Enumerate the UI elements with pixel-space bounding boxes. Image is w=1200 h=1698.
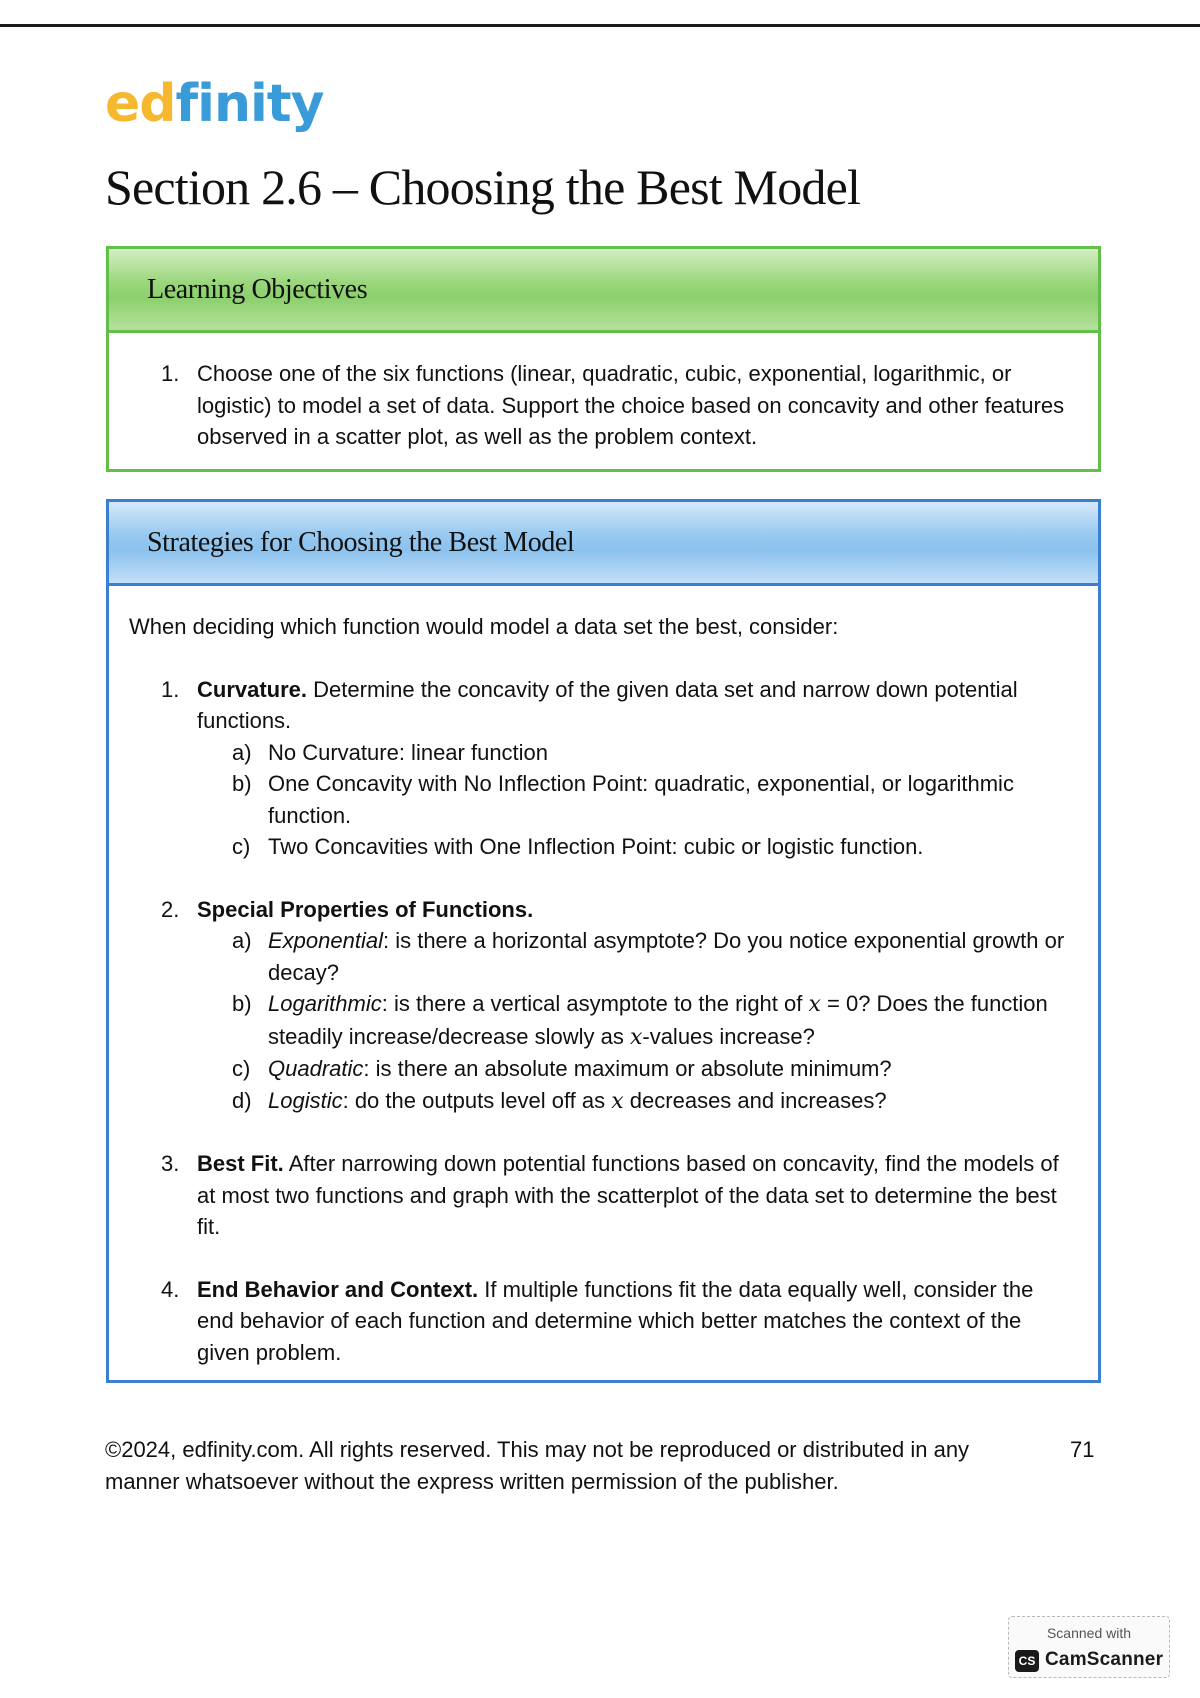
top-rule xyxy=(0,24,1200,27)
strategy-number: 2. xyxy=(161,896,180,922)
sub-letter: b) xyxy=(232,991,252,1016)
sub-text-body: : is there a horizontal asymptote? Do you notice exponential growth or decay? xyxy=(268,928,1065,985)
strategy-title: Best Fit. xyxy=(197,1151,284,1176)
objective-item xyxy=(161,358,1074,453)
strategy-item-end-behavior xyxy=(161,1274,1074,1369)
camscanner-name: CamScanner xyxy=(1045,1649,1164,1670)
strategy-title: Special Properties of Functions xyxy=(197,896,528,922)
page-title: Section 2.6 – Choosing the Best Model xyxy=(105,159,861,215)
sub-text-body: -values increase? xyxy=(642,1023,815,1049)
strategy-number: 1. xyxy=(161,676,180,702)
sub-letter: b) xyxy=(232,771,252,796)
strategy-title: Curvature. xyxy=(197,676,308,702)
strategy-content xyxy=(197,894,1074,1118)
sub-letter: c) xyxy=(232,1056,251,1081)
sub-text xyxy=(268,1053,1074,1085)
strategy-item-curvature xyxy=(161,674,1074,863)
strategy-text: If multiple functions fit the data equally well, consider the end behavior of each function and determine which better matches the context of the given problem. xyxy=(197,1276,1034,1365)
strategy-title: End Behavior and Context. xyxy=(197,1276,479,1302)
sub-text: One Concavity with No Inflection Point: quadratic, exponential, or logarithmic function. xyxy=(268,771,1014,828)
function-term: Exponential xyxy=(268,928,383,953)
sub-text xyxy=(268,1085,1074,1118)
strategy-content xyxy=(197,1148,1074,1243)
strategy-content xyxy=(197,1274,1074,1369)
strategies-box xyxy=(106,499,1101,1383)
function-term: Logarithmic xyxy=(268,991,382,1016)
sub-text-body: : is there an absolute maximum or absolute minimum? xyxy=(363,1056,892,1081)
sub-text-body: = 0? Does the function steadily increase/decrease slowly as xyxy=(268,991,1048,1049)
function-term: Quadratic xyxy=(268,1056,364,1081)
sub-item xyxy=(232,1053,1074,1085)
sub-text-body: : do the outputs level off as xyxy=(342,1087,612,1113)
page-number: 71 xyxy=(1070,1437,1095,1462)
sub-letter: d) xyxy=(232,1087,252,1113)
sub-text xyxy=(268,988,1074,1053)
strategy-title-period: . xyxy=(527,896,534,922)
sub-text xyxy=(268,925,1074,988)
strategy-item-special-properties xyxy=(161,894,1074,1118)
sub-text: No Curvature: linear function xyxy=(268,739,549,765)
learning-objectives-box xyxy=(106,246,1101,472)
sub-item xyxy=(232,831,1074,863)
sub-item xyxy=(232,737,1074,769)
function-term: Logistic xyxy=(268,1087,343,1113)
sub-letter: a) xyxy=(232,739,252,765)
sub-letter: a) xyxy=(232,928,252,953)
camscanner-badge xyxy=(1008,1616,1170,1678)
strategy-text: Determine the concavity of the given data set and narrow down potential functions. xyxy=(197,676,1018,733)
scanned-with-label: Scanned with xyxy=(1046,1625,1132,1641)
strategy-text: After narrowing down potential functions based on concavity, find the models of at most two functions and graph with the scatterplot of the data set to determine the best fit. xyxy=(197,1151,1059,1239)
copyright-footer: ©2024, edfinity.com. All rights reserved. This may not be reproduced or distributed in any manner whatsoever without the express written permission of the publisher. xyxy=(105,1437,970,1494)
logo-finity: finity xyxy=(175,74,324,134)
strategy-item-best-fit xyxy=(161,1148,1074,1243)
edfinity-logo xyxy=(105,74,324,134)
strategies-intro: When deciding which function would model a data set the best, consider: xyxy=(129,614,839,639)
sub-letter: c) xyxy=(232,834,251,859)
objective-number: 1. xyxy=(161,361,180,386)
learning-objectives-body xyxy=(109,333,1098,453)
strategy-number: 3. xyxy=(161,1151,180,1176)
camscanner-logo-icon: CS xyxy=(1015,1650,1039,1672)
strategy-number: 4. xyxy=(161,1276,180,1302)
strategy-content xyxy=(197,674,1074,863)
logo-ed: ed xyxy=(105,74,176,134)
math-variable: x xyxy=(611,1088,624,1114)
objective-text: Choose one of the six functions (linear, quadratic, cubic, exponential, logarithmic, or logistic) to model a set of data. Support the choice based on concavity and other features observed in a scatter plot, as well as the problem context. xyxy=(197,361,1065,449)
sub-item xyxy=(232,925,1074,988)
strategies-body xyxy=(109,586,1098,1368)
math-variable: x xyxy=(808,992,821,1017)
strategies-heading: Strategies for Choosing the Best Model xyxy=(109,502,1098,586)
math-variable: x xyxy=(629,1024,643,1050)
sub-item xyxy=(232,1085,1074,1118)
sub-text: Two Concavities with One Inflection Point: cubic or logistic function. xyxy=(268,834,924,859)
sub-item xyxy=(232,988,1074,1053)
sub-text-body: : is there a vertical asymptote to the right of xyxy=(381,991,809,1016)
sub-item xyxy=(232,768,1074,831)
learning-objectives-heading: Learning Objectives xyxy=(109,249,1098,333)
sub-text-body: decreases and increases? xyxy=(623,1087,887,1113)
